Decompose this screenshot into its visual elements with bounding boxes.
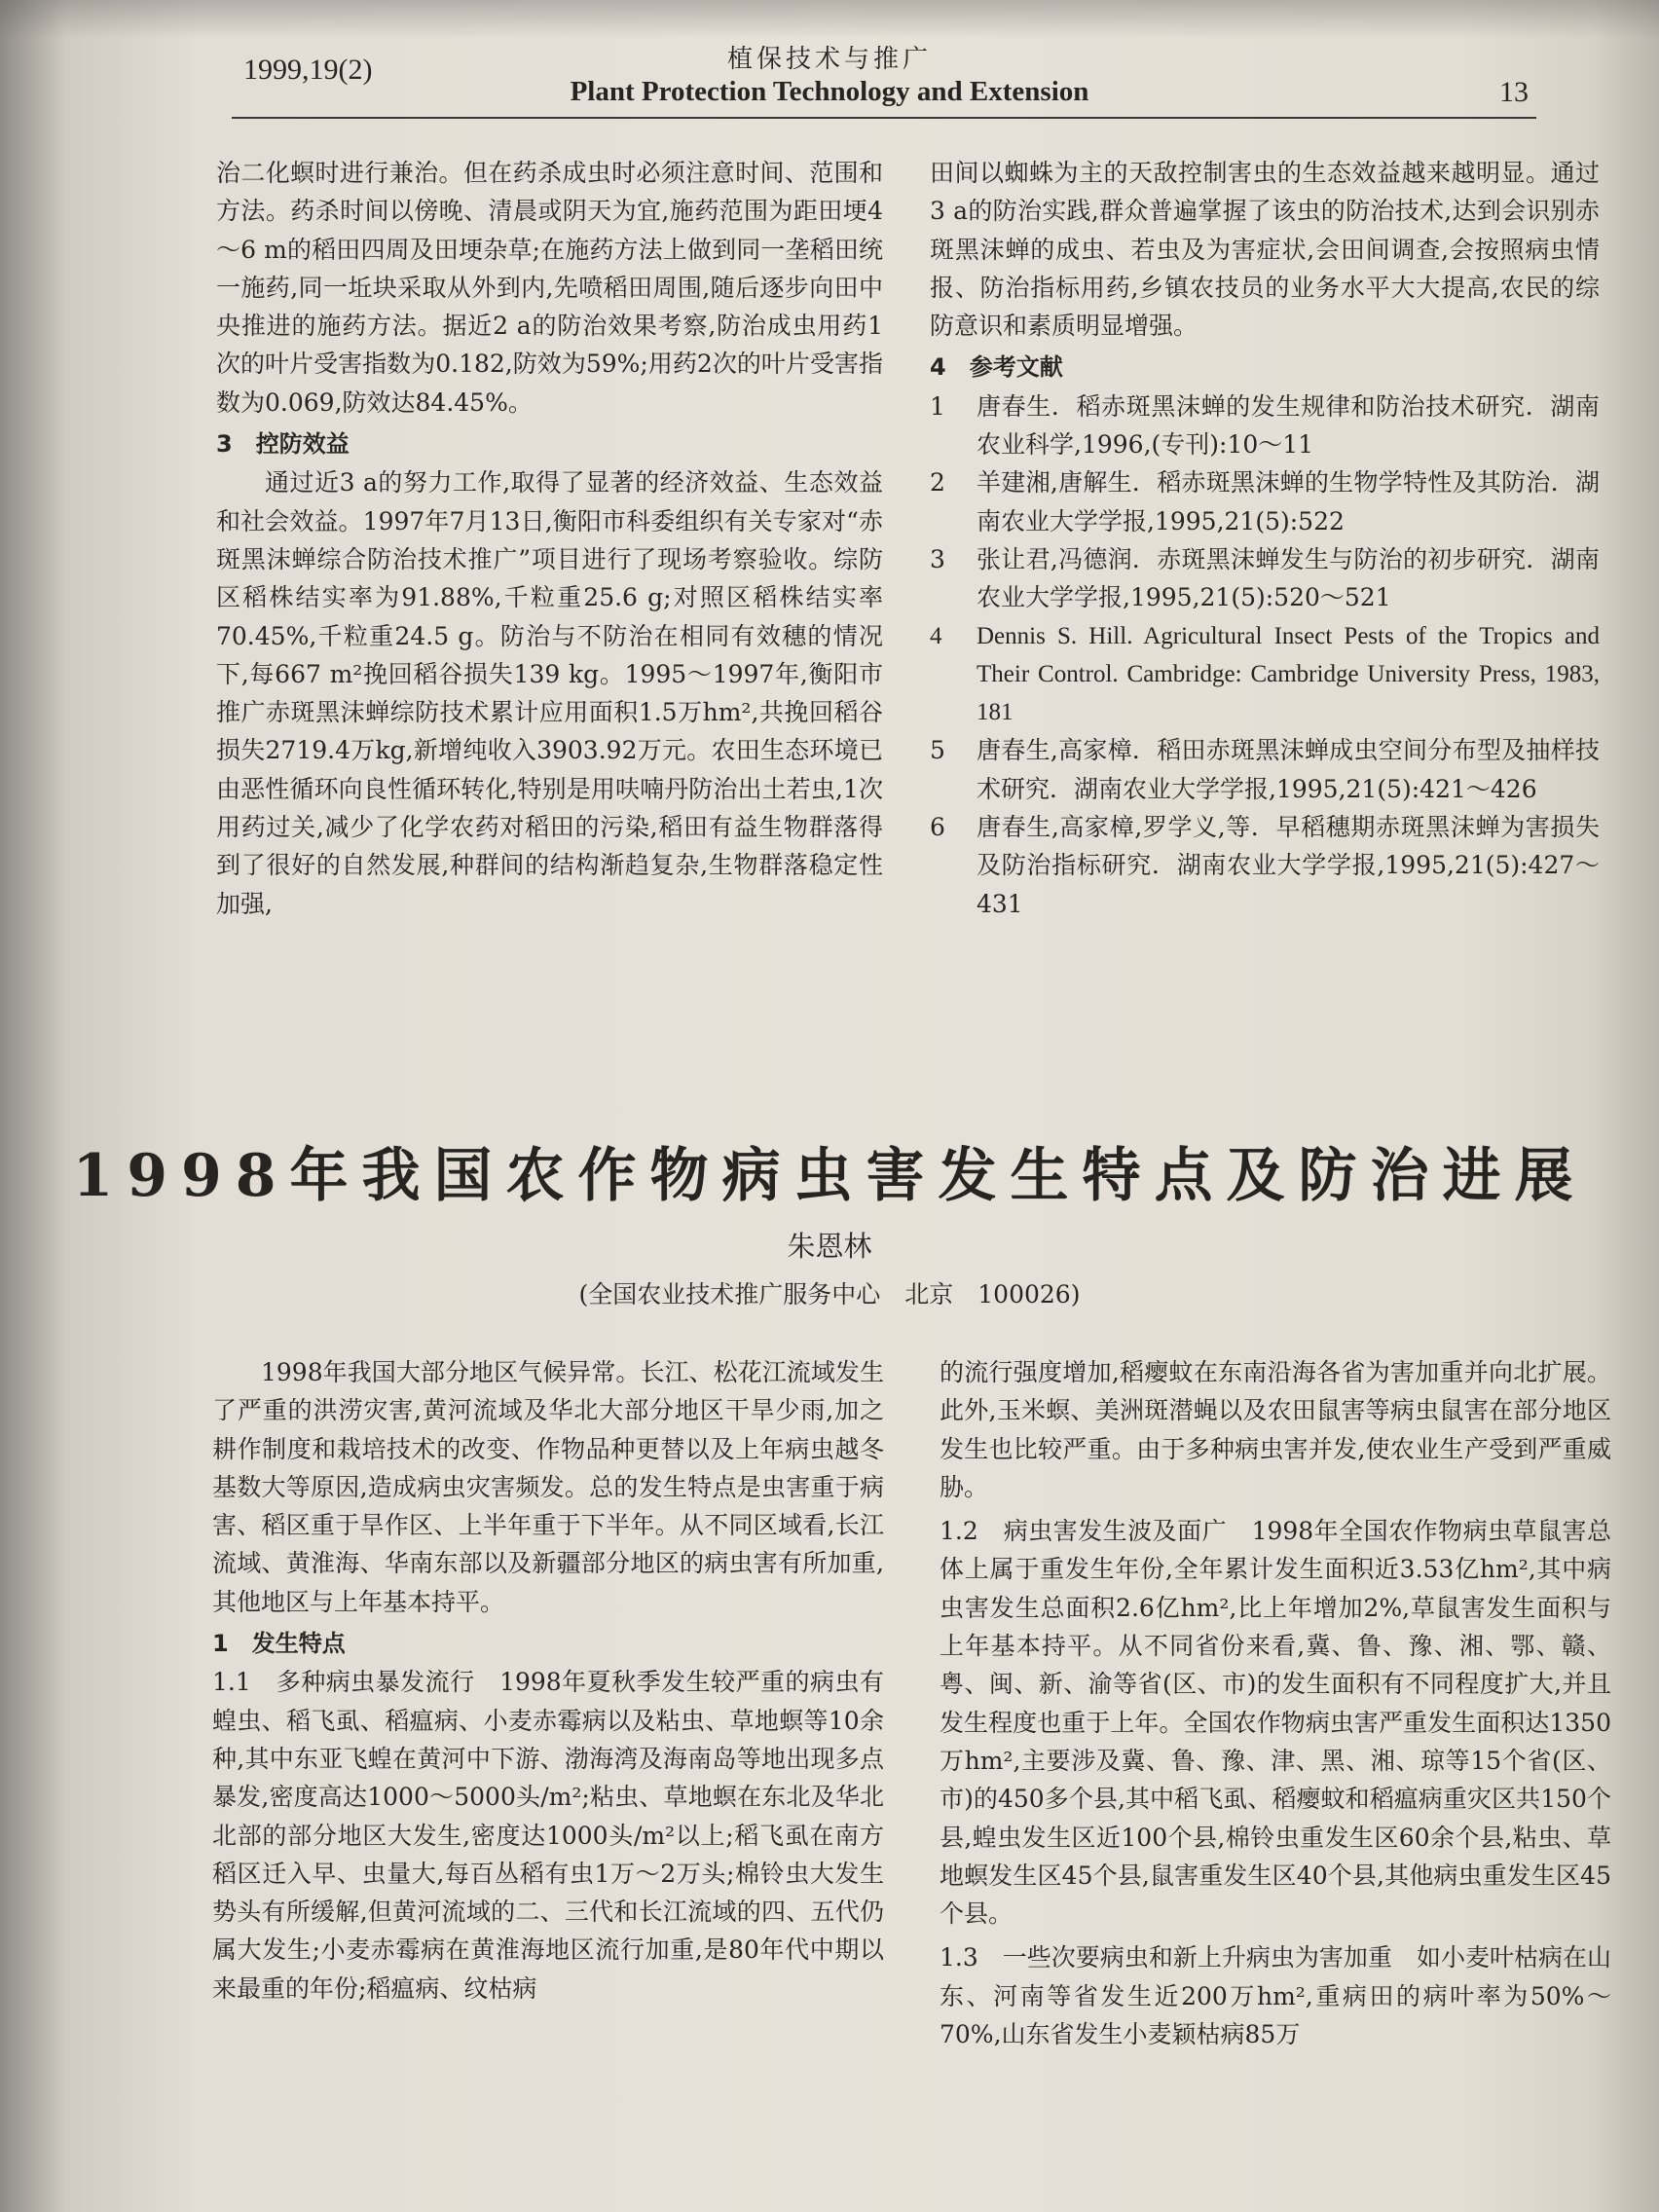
- paragraph: 1.3 一些次要病虫和新上升病虫为害加重 如小麦叶枯病在山东、河南等省发生近200万hm²,重病田的病叶率为50%～70%,山东省发生小麦颖枯病85万: [940, 1943, 1611, 2049]
- reference-item: [930, 731, 1600, 808]
- bottom-right-column: [940, 1353, 1611, 2053]
- page-shadow: [0, 0, 1659, 39]
- reference-item: [930, 808, 1600, 923]
- reference-item: [930, 387, 1600, 464]
- issue-number: 1999,19(2): [243, 54, 373, 86]
- reference-number: 3: [930, 544, 945, 573]
- journal-title-cn: 植保技术与推广: [726, 45, 932, 74]
- reference-number: 6: [930, 813, 945, 842]
- paragraph: 田间以蜘蛛为主的天敌控制害虫的生态效益越来越明显。通过3 a的防治实践,群众普遍掌握了该虫的防治技术,达到会识别赤斑黑沫蝉的成虫、若虫及为害症状,会田间调查,会按照病虫情报、防治指标用药,乡镇农技员的业务水平大大提高,农民的综防意识和素质明显增强。: [930, 159, 1600, 341]
- reference-item: [930, 463, 1600, 540]
- paragraph: 的流行强度增加,稻瘿蚊在东南沿海各省为害加重并向北扩展。此外,玉米螟、美洲斑潜蝇以及农田鼠害等病虫鼠害在部分地区发生也比较严重。由于多种病虫害并发,使农业生产受到严重威胁。: [940, 1358, 1611, 1501]
- reference-text: Dennis S. Hill. Agricultural Insect Pests of the Tropics and Their Control. Cambridge: Cambridge University Press, 1983, 181: [977, 622, 1600, 726]
- author-affiliation: (全国农业技术推广服务中心 北京 100026): [578, 1280, 1081, 1309]
- paragraph: 通过近3 a的努力工作,取得了显著的经济效益、生态效益和社会效益。1997年7月13日,衡阳市科委组织有关专家对“赤斑黑沫蝉综合防治技术推广”项目进行了现场考察验收。综防区稻株结实率为91.88%,千粒重25.6 g;对照区稻株结实率70.45%,千粒重24.5 g。防治与不防治在相同有效穗的情况下,每667 m²挽回稻谷损失139 kg。1995～1997年,衡阳市推广赤斑黑沫蝉综防技术累计应用面积1.5万hm²,共挽回稻谷损失2719.4万kg,新增纯收入3903.92万元。农田生态环境已由恶性循环向良性循环转化,特别是用呋喃丹防治出土若虫,1次用药过关,减少了化学农药对稻田的污染,稻田有益生物群落得到了很好的自然发展,种群间的结构渐趋复杂,生物群落稳定性加强,: [216, 468, 883, 918]
- journal-title-en: Plant Protection Technology and Extension: [570, 76, 1089, 107]
- section-heading: 1 发生特点: [212, 1630, 346, 1658]
- paragraph: 1.1 多种病虫暴发流行 1998年夏秋季发生较严重的病虫有蝗虫、稻飞虱、稻瘟病、小麦赤霉病以及粘虫、草地螟等10余种,其中东亚飞蝗在黄河中下游、渤海湾及海南岛等地出现多点暴发,密度高达1000～5000头/m²;粘虫、草地螟在东北及华北北部的部分地区大发生,密度达1000头/m²以上;稻飞虱在南方稻区迁入早、虫量大,每百丛稻有虫1万～2万头;棉铃虫大发生势头有所缓解,但黄河流域的二、三代和长江流域的四、五代仍属大发生;小麦赤霉病在黄淮海地区流行加重,是80年代中期以来最重的年份;稻瘟病、纹枯病: [212, 1668, 884, 2003]
- page-number: 13: [1499, 76, 1529, 108]
- bottom-left-column: [212, 1353, 884, 2008]
- references-heading: 4 参考文献: [930, 353, 1063, 382]
- header-rule: [232, 117, 1536, 119]
- paragraph: 1998年我国大部分地区气候异常。长江、松花江流域发生了严重的洪涝灾害,黄河流域及华北大部分地区干旱少雨,加之耕作制度和栽培技术的改变、作物品种更替以及上年病虫越冬基数大等原因,造成病虫灾害频发。总的发生特点是虫害重于病害、稻区重于旱作区、上半年重于下半年。从不同区域看,长江流域、黄淮海、华南东部以及新疆部分地区的病虫害有所加重,其他地区与上年基本持平。: [212, 1358, 884, 1616]
- paragraph: 治二化螟时进行兼治。但在药杀成虫时必须注意时间、范围和方法。药杀时间以傍晚、清晨或阴天为宜,施药范围为距田埂4～6 m的稻田四周及田埂杂草;在施药方法上做到同一垄稻田统一施药,同一坵块采取从外到内,先喷稻田周围,随后逐步向田中央推进的施药方法。据近2 a的防治效果考察,防治成虫用药1次的叶片受害指数为0.182,防效为59%;用药2次的叶片受害指数为0.069,防效达84.45%。: [216, 159, 883, 417]
- references-list: [930, 387, 1600, 923]
- reference-item: [930, 540, 1600, 617]
- reference-text: 唐春生,高家樟．稻田赤斑黑沫蝉成虫空间分布型及抽样技术研究．湖南农业大学学报,1995,21(5):421～426: [977, 736, 1600, 803]
- reference-number: 2: [930, 468, 945, 498]
- paragraph: 1.2 病虫害发生波及面广 1998年全国农作物病虫草鼠害总体上属于重发生年份,全年累计发生面积近3.53亿hm²,其中病虫害发生总面积2.6亿hm²,比上年增加2%,草鼠害发生面积与上年基本持平。从不同省份来看,冀、鲁、豫、湘、鄂、赣、粤、闽、新、渝等省(区、市)的发生面积有不同程度扩大,并且发生程度也重于上年。全国农作物病虫害严重发生面积达1350万hm²,主要涉及冀、鲁、豫、津、黑、湘、琼等15个省(区、市)的450多个县,其中稻飞虱、稻瘿蚊和稻瘟病重灾区共150个县,蝗虫发生区近100个县,棉铃虫重发生区60余个县,粘虫、草地螟发生区45个县,鼠害重发生区40个县,其他病虫重发生区45个县。: [940, 1517, 1611, 1929]
- top-left-column: [216, 154, 883, 923]
- reference-number: 1: [930, 391, 945, 421]
- section-heading: 3 控防效益: [216, 430, 350, 459]
- reference-text: 羊建湘,唐解生．稻赤斑黑沫蝉的生物学特性及其防治．湖南农业大学学报,1995,21(5):522: [977, 468, 1600, 535]
- reference-number: 4: [930, 622, 942, 649]
- reference-text: 唐春生,高家樟,罗学义,等．早稻穗期赤斑黑沫蝉为害损失及防治指标研究．湖南农业大学学报,1995,21(5):427～431: [977, 813, 1600, 918]
- reference-text: 唐春生．稻赤斑黑沫蝉的发生规律和防治技术研究．湖南农业科学,1996,(专刊):10～11: [977, 391, 1600, 460]
- reference-item: [930, 617, 1600, 732]
- reference-number: 5: [930, 736, 945, 765]
- article-author: 朱恩林: [787, 1230, 872, 1263]
- reference-text: 张让君,冯德润．赤斑黑沫蝉发生与防治的初步研究．湖南农业大学学报,1995,21(5):520～521: [977, 544, 1600, 612]
- article-title: 1998年我国农作物病虫害发生特点及防治进展: [72, 1142, 1587, 1210]
- top-right-column: [930, 154, 1600, 923]
